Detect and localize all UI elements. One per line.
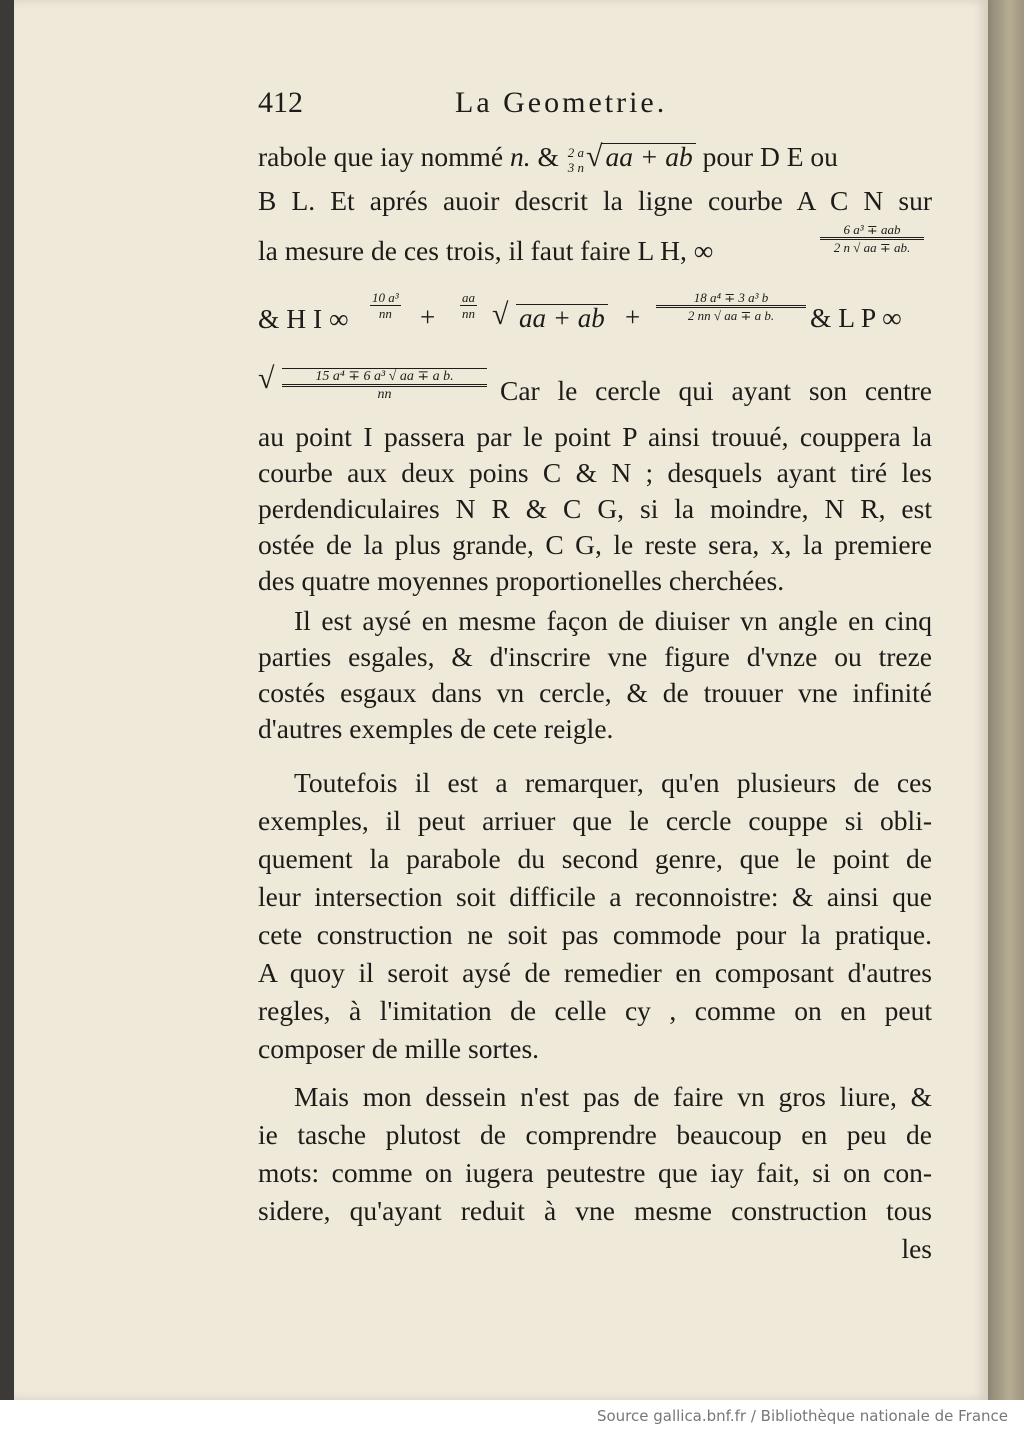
fraction-denominator: nn <box>378 306 392 321</box>
line-3-text: la mesure de ces trois, il faut faire L H, ∞ <box>258 235 714 266</box>
text-line-9: ostée de la plus grande, C G, le reste sera, x, la premiere <box>258 529 932 560</box>
line-4-lead: & H I ∞ <box>258 303 349 334</box>
text-line-18: leur intersection soit difficile a reconnoistre: & ainsi que <box>258 881 932 912</box>
square-root-sign: √ <box>492 298 509 331</box>
source-credit: Source gallica.bnf.fr / Bibliothèque nationale de France <box>596 1407 1008 1425</box>
catchword: les <box>901 1233 932 1264</box>
line-1-text: rabole que iay nommé <box>258 141 510 172</box>
line-1-tail: pour D E ou <box>695 141 838 172</box>
square-root-sign: √ <box>258 362 275 395</box>
text-line-17: quement la parabole du second genre, que le point de <box>258 843 932 874</box>
fraction-aa-nn <box>460 290 477 321</box>
fraction-denominator: 2 nn √ aa ∓ a b. <box>687 308 775 323</box>
square-root-sign: √ <box>586 140 603 173</box>
fraction-numerator: 10 a³ <box>372 290 399 305</box>
text-line-19: cete construction ne soit pas commode pour la pratique. <box>258 919 932 950</box>
line-1-var-n: n. <box>510 141 531 172</box>
text-line-25: mots: comme on iugera peutestre que iay fait, si on con- <box>258 1157 932 1188</box>
text-line-24: ie tasche plutost de comprendre beaucoup en peu de <box>258 1119 932 1150</box>
running-header <box>0 86 1024 126</box>
text-line-16: exemples, il peut arriuer que le cercle couppe si obli- <box>258 805 932 836</box>
text-line-5: Car le cercle qui ayant son centre <box>500 375 932 406</box>
fraction-hi <box>656 290 806 323</box>
line-1-amp: & <box>530 141 566 172</box>
text-line-14: d'autres exemples de cete reigle. <box>258 713 614 744</box>
fraction-numerator: 18 a⁴ ∓ 3 a³ b <box>656 290 806 308</box>
text-line-8: perdendiculaires N R & C G, si la moindre, N R, est <box>258 493 932 524</box>
text-line-11: Il est aysé en mesme façon de diuiser vn angle en cinq <box>294 605 932 636</box>
fraction-denominator: 2 n √ aa ∓ ab. <box>833 240 911 255</box>
radicand: aa + ab <box>516 304 608 331</box>
page-edge <box>988 0 1024 1400</box>
page-number: 412 <box>258 86 303 119</box>
text-line-2: B L. Et aprés auoir descrit la ligne courbe A C N sur <box>258 185 932 216</box>
fraction-denominator: nn <box>462 306 475 321</box>
fraction-numerator: 6 a³ ∓ aab <box>820 222 924 240</box>
fraction-denominator: 3 n <box>567 159 585 175</box>
text-line-22: composer de mille sortes. <box>258 1033 540 1064</box>
text-line-1 <box>258 140 932 175</box>
text-line-26: sidere, qu'ayant reduit à vne mesme construction tous <box>258 1195 932 1226</box>
fraction-lh <box>820 222 924 255</box>
text-line-23: Mais mon dessein n'est pas de faire vn gros liure, & <box>294 1081 932 1112</box>
text-line-13: costés esgaux dans vn cercle, & de trouuer vne infinité <box>258 677 932 708</box>
text-line-12: parties esgales, & d'inscrire vne figure d'vnze ou treze <box>258 641 932 672</box>
line-4-tail: & L P ∞ <box>810 302 902 333</box>
fraction-denominator: nn <box>377 387 392 402</box>
running-title: La Geometrie. <box>455 86 668 119</box>
text-line-20: A quoy il seroit aysé de remedier en composant d'autres <box>258 957 932 988</box>
fraction-numerator: aa <box>462 290 475 305</box>
fraction-10a3-nn <box>370 290 401 321</box>
text-line-21: regles, à l'imitation de celle cy , comme on en peut <box>258 995 932 1026</box>
text-line-7: courbe aux deux poins C & N ; desquels ayant tiré les <box>258 457 932 488</box>
text-line-15: Toutefois il est a remarquer, qu'en plusieurs de ces <box>294 767 932 798</box>
book-spine <box>0 0 14 1400</box>
fraction-numerator: 2 a <box>567 144 585 160</box>
plus-sign: + <box>625 302 641 332</box>
fraction-lp <box>282 368 487 402</box>
plus-sign: + <box>420 302 436 332</box>
fraction-numerator: 15 a⁴ ∓ 6 a³ √ aa ∓ a b. <box>282 368 487 387</box>
text-line-10: des quatre moyennes proportionelles cherchées. <box>258 565 785 596</box>
radicand: aa + ab <box>602 143 695 170</box>
text-line-6: au point I passera par le point P ainsi trouué, couppera la <box>258 421 932 452</box>
fraction-2a-3n <box>566 145 586 175</box>
